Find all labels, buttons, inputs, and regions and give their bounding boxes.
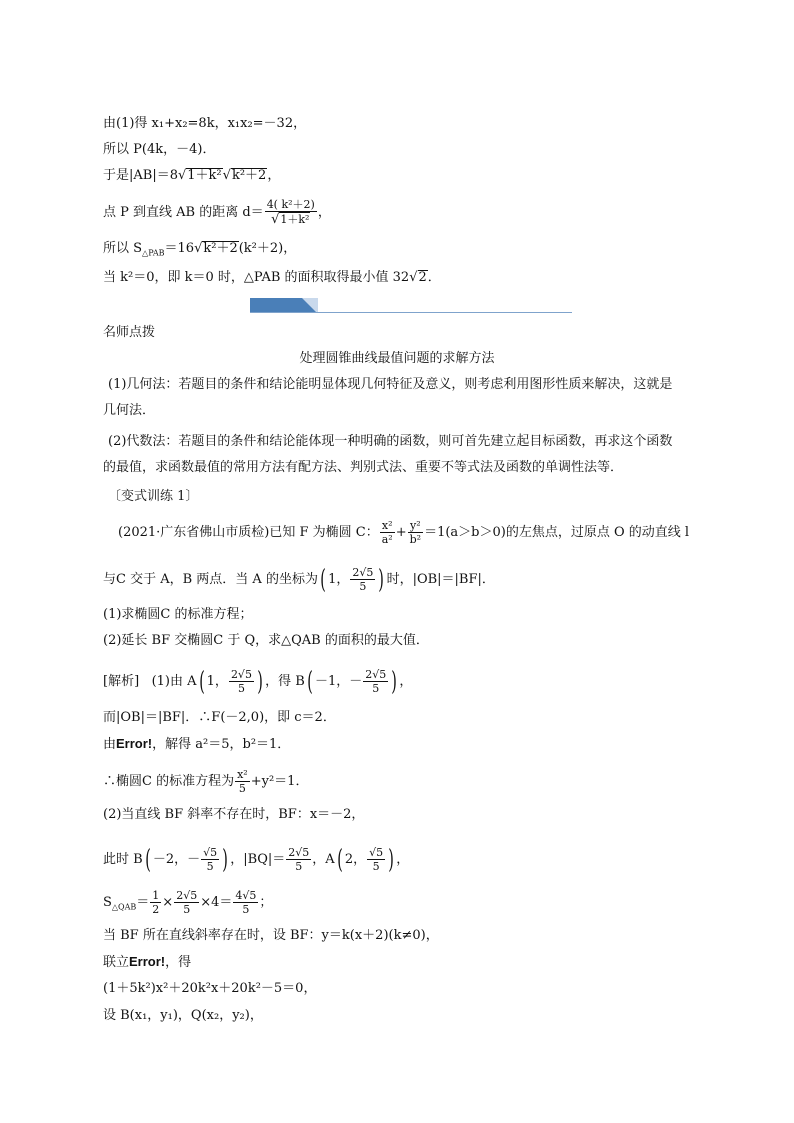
denominator: 5 — [363, 681, 388, 695]
text: ； — [259, 895, 273, 910]
text: ，得 B — [265, 674, 305, 689]
derivation-line-4 — [103, 198, 331, 227]
denominator: √1＋k² — [265, 211, 317, 227]
solution-line-4 — [103, 768, 308, 795]
paragraph-1-line-1: (1)几何法：若题目的条件和结论能明显体现几何特征及意义，则考虑利用图形性质来解决，这就是 — [108, 377, 673, 392]
text: ， — [317, 205, 331, 220]
denominator: 5 — [367, 859, 385, 873]
section-title: 处理圆锥曲线最值问题的求解方法 — [299, 351, 495, 366]
denominator: 5 — [174, 902, 199, 916]
text: (2021·广东省佛山市质检)已知 F 为椭圆 C： — [118, 525, 379, 540]
numerator: √5 — [369, 846, 384, 859]
text: 联立 — [103, 955, 130, 970]
text: ， — [399, 674, 413, 689]
text: 点 P 到直线 AB 的距离 d＝ — [103, 205, 264, 220]
text: 此时 B — [103, 852, 143, 867]
exercise-part-2: (2)延长 BF 交椭圆C 于 Q，求△QAB 的面积的最大值． — [103, 633, 429, 648]
subscript: △QAB — [111, 902, 137, 912]
section-banner — [250, 298, 572, 316]
solution-line-11: 设 B(x₁，y₁)，Q(x₂，y₂)， — [103, 1008, 263, 1023]
radical-sign: √ — [194, 241, 203, 256]
text: ，A — [312, 852, 335, 867]
text: －2，－ — [152, 852, 201, 867]
denominator: 5 — [201, 859, 219, 873]
text: (1)由 A — [151, 674, 197, 689]
fraction — [408, 519, 423, 546]
text: ＝16 — [164, 241, 195, 256]
text: 2， — [344, 852, 367, 867]
paragraph-1-line-2: 几何法． — [103, 403, 156, 418]
numerator: 2√5 — [352, 566, 374, 579]
derivation-line-3 — [103, 167, 280, 185]
denominator: 5 — [286, 859, 311, 873]
denominator: b² — [409, 533, 422, 546]
error-field: Error! — [116, 736, 153, 751]
text: 时，|OB|＝|BF|． — [386, 572, 495, 587]
fraction — [150, 889, 161, 916]
numerator: 2√5 — [230, 668, 252, 681]
exercise-question-line-1 — [118, 519, 689, 546]
radical-sign: √ — [409, 270, 418, 285]
text: 1， — [206, 674, 228, 689]
radicand: 1＋k² — [187, 168, 222, 183]
text: ， — [267, 168, 281, 183]
text: －1，－ — [314, 674, 363, 689]
numerator: 4( k²＋2) — [266, 198, 315, 211]
radicand: k²＋2 — [203, 241, 238, 256]
text: ＝ — [136, 895, 150, 910]
solution-line-1: [解析] (1)由 A( 1， $\frac{2√5}{5}$ ) ，得 B( －1，－ $\frac{2√5}{5}$ ) ， — [103, 666, 413, 697]
denominator: 5 — [229, 681, 254, 695]
text: + — [395, 525, 407, 540]
solution-line-7 — [103, 889, 272, 916]
fraction — [235, 768, 250, 795]
numerator: 4√5 — [235, 889, 257, 902]
text: ， — [396, 852, 410, 867]
text: 于是|AB|＝8 — [103, 168, 178, 183]
paragraph-2-line-1: (2)代数法：若题目的条件和结论能体现一种明确的函数，则可首先建立起目标函数，再求这个函数 — [108, 434, 673, 449]
denominator: 5 — [350, 579, 375, 593]
numerator: √5 — [203, 846, 218, 859]
fraction — [265, 198, 317, 227]
text: ，|BQ|＝ — [230, 852, 286, 867]
derivation-line-6 — [103, 269, 441, 287]
exercise-part-1: (1)求椭圆C 的标准方程； — [103, 607, 253, 622]
numerator: 2√5 — [176, 889, 198, 902]
denominator: 5 — [233, 902, 258, 916]
section-heading: 名师点拨 — [103, 325, 156, 340]
solution-line-5: (2)当直线 BF 斜率不存在时，BF：x＝－2， — [103, 807, 365, 822]
subscript: △PAB — [142, 248, 165, 258]
radical-sign: √ — [177, 168, 187, 183]
denominator: 2 — [152, 903, 160, 916]
text: ＝1(a＞b＞0)的左焦点，过原点 O 的动直线 l — [424, 525, 690, 540]
numerator: 1 — [152, 889, 160, 902]
denominator: 5 — [235, 781, 250, 795]
text: ，解得 a²＝5，b²＝1． — [152, 737, 291, 752]
derivation-line-5 — [103, 240, 296, 258]
text: +y²＝1． — [250, 774, 309, 789]
solution-line-6: 此时 B( －2，－ $\frac{√5}{5}$ ) ，|BQ|＝ $\frac{2√5}{5}$ ，A( 2， $\frac{√5}{5}$ ) ， — [103, 844, 410, 875]
fraction — [174, 889, 199, 916]
numerator: y² — [410, 519, 421, 532]
solution-line-3 — [103, 735, 290, 754]
fraction — [363, 668, 388, 695]
text: (k²＋2)， — [238, 241, 297, 256]
fraction — [286, 846, 311, 873]
exercise-question-line-2: 与C 交于 A，B 两点．当 A 的坐标为( 1， $\frac{2√5}{5}$ ) 时，|OB|＝|BF|． — [103, 564, 495, 595]
text: S — [103, 895, 112, 910]
paragraph-2-line-2: 的最值，求函数最值的常用方法有配方法、判别式法、重要不等式法及函数的单调性法等． — [103, 460, 624, 475]
text: ，得 — [165, 955, 192, 970]
text: 由 — [103, 737, 117, 752]
derivation-line-1: 由(1)得 x₁+x₂=8k，x₁x₂=－32， — [103, 116, 307, 131]
numerator: 2√5 — [365, 668, 387, 681]
numerator: x² — [237, 768, 248, 781]
text: ×4＝ — [200, 895, 233, 910]
derivation-line-2: 所以 P(4k，－4)． — [103, 142, 216, 157]
radicand: k²＋2 — [231, 168, 267, 183]
solution-line-9 — [103, 953, 191, 972]
fraction — [229, 668, 254, 695]
radicand: 1＋k² — [280, 213, 310, 226]
denominator: a² — [381, 533, 393, 546]
text: ． — [427, 270, 441, 285]
numerator: 2√5 — [288, 846, 310, 859]
solution-line-10: (1＋5k²)x²＋20k²x＋20k²－5＝0， — [103, 981, 317, 996]
radicand: 2 — [418, 270, 427, 285]
solution-line-2: 而|OB|＝|BF|．∴F(－2,0)，即 c＝2． — [103, 710, 336, 725]
error-field: Error! — [129, 954, 166, 969]
fraction — [367, 846, 385, 873]
text: ∴椭圆C 的标准方程为 — [103, 774, 235, 789]
text: 1， — [328, 572, 350, 587]
exercise-label: 〔变式训练 1〕 — [108, 489, 199, 504]
numerator: x² — [381, 519, 393, 532]
fraction — [201, 846, 219, 873]
fraction — [233, 889, 258, 916]
text: 当 k²＝0，即 k＝0 时，△PAB 的面积取得最小值 32 — [103, 270, 410, 285]
text: 与C 交于 A，B 两点．当 A 的坐标为 — [103, 572, 318, 587]
text: 所以 S — [103, 241, 143, 256]
fraction — [350, 566, 375, 593]
text: × — [162, 895, 174, 910]
fraction — [380, 519, 395, 546]
solution-line-8: 当 BF 所在直线斜率存在时，设 BF：y＝k(x＋2)(k≠0)， — [103, 928, 439, 943]
solution-label: [解析] — [103, 674, 140, 689]
radical-sign: √ — [222, 168, 231, 183]
